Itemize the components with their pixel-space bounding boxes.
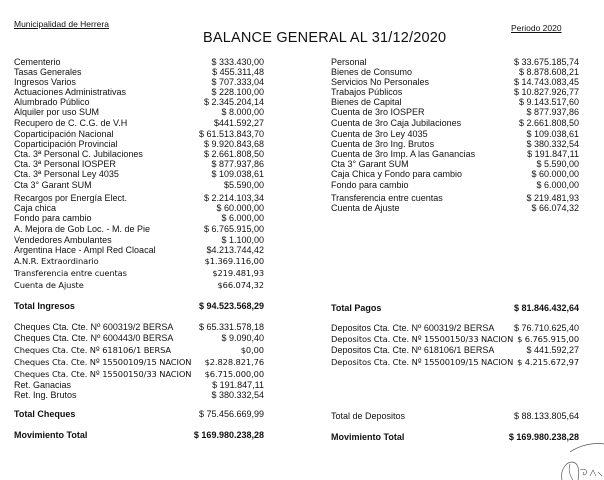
pago-label: Cta 3° Garant SUM xyxy=(331,159,409,169)
pago-value: $ 2.661.808,50 xyxy=(518,118,579,128)
ingreso-label: Cta. 3ª Personal Ley 4035 xyxy=(14,169,119,179)
ingreso-label: Cta. 3ª Personal IOSPER xyxy=(14,159,116,169)
cheque-value: $ 9.090,40 xyxy=(221,333,264,343)
ingreso-value: $ 707.333,04 xyxy=(211,77,264,87)
ingreso-value: $ 2.214.103,34 xyxy=(203,193,264,203)
deposito-label: Depositos Cta. Cte. Nº 618106/1 BERSA xyxy=(331,345,495,355)
pago-label: Transferencia entre cuentas xyxy=(331,193,443,203)
pago-label: Caja Chica y Fondo para cambio xyxy=(331,169,463,179)
ingreso-label: A. Mejora de Gob Loc. - M. de Pie xyxy=(14,224,151,234)
ingreso-value: $ 877.937,86 xyxy=(211,159,264,169)
pago-value: $ 9.143.517,60 xyxy=(518,97,579,107)
ingreso-label: Cementerio xyxy=(14,57,61,67)
ingreso-value: $219.481,93 xyxy=(212,268,264,278)
ingreso-label: Caja chica xyxy=(14,203,57,213)
pago-value: $ 877.937,86 xyxy=(526,107,579,117)
deposito-value: $ 76.710.625,40 xyxy=(513,323,579,333)
signature-scribble xyxy=(540,440,604,480)
ingreso-label: Cta. 3ª Personal C. Jubilaciones xyxy=(14,149,143,159)
pago-value: $ 60.000,00 xyxy=(531,169,579,179)
cheque-label: Cheques Cta. Cte. Nº 15500109/15 NACION xyxy=(14,357,192,367)
ingreso-label: Transferencia entre cuentas xyxy=(14,268,127,278)
ingreso-value: $5.590,00 xyxy=(223,180,264,190)
ingreso-label: Argentina Hace - Ampl Red Cloacal xyxy=(14,245,156,255)
movimiento-total-right-label: Movimiento Total xyxy=(331,432,405,442)
total-cheques-value: $ 75.456.669,99 xyxy=(198,409,264,419)
deposito-value: $ 441.592,27 xyxy=(526,345,579,355)
total-depositos-label: Total de Depositos xyxy=(331,411,406,421)
ingreso-label: Cuenta de Ajuste xyxy=(14,280,84,290)
pago-value: $ 6.000,00 xyxy=(536,180,579,190)
ingreso-label: Alumbrado Público xyxy=(14,97,90,107)
pago-value: $ 109.038,61 xyxy=(526,129,579,139)
deposito-value: $ 6.765.915,00 xyxy=(517,334,579,344)
pago-label: Fondo para cambio xyxy=(331,180,409,190)
ingreso-value: $ 109.038,61 xyxy=(211,169,264,179)
pago-label: Cuenta de 3ro Ing. Brutos xyxy=(331,139,435,149)
pago-value: $ 191.847,11 xyxy=(527,149,579,159)
total-depositos-value: $ 88.133.805,64 xyxy=(513,411,579,421)
pago-label: Personal xyxy=(331,57,367,67)
pago-value: $ 8.878.608,21 xyxy=(518,67,579,77)
pago-label: Servicios No Personales xyxy=(331,77,430,87)
cheque-value: $ 191.847,11 xyxy=(212,380,264,390)
pago-label: Cuenta de Ajuste xyxy=(331,203,400,213)
ingreso-value: $ 2.661.808,50 xyxy=(203,149,264,159)
total-ingresos-value: $ 94.523.568,29 xyxy=(198,301,264,311)
ingreso-value: $ 6.000,00 xyxy=(221,213,264,223)
page-title: BALANCE GENERAL AL 31/12/2020 xyxy=(203,30,447,46)
cheque-value: $2.828.821,76 xyxy=(204,357,264,367)
cheque-value: $ 65.331.578,18 xyxy=(198,322,264,332)
period-label: Periodo 2020 xyxy=(511,23,562,33)
ingreso-label: Tasas Generales xyxy=(14,67,82,77)
cheque-value: $0,00 xyxy=(240,345,264,355)
ingreso-label: Alquiler por uso SUM xyxy=(14,107,100,117)
ingreso-value: $66.074,32 xyxy=(217,280,264,290)
movimiento-total-right-value: $ 169.980.238,28 xyxy=(508,432,579,442)
pago-value: $ 66.074,32 xyxy=(531,203,579,213)
pago-label: Cuenta de 3ro Imp. A las Ganancias xyxy=(331,149,476,159)
ingreso-value: $ 333.430,00 xyxy=(211,57,264,67)
cheque-value: $ 380.332,54 xyxy=(211,390,264,400)
ingreso-value: $ 228.100,00 xyxy=(211,87,264,97)
pago-value: $ 5.590,00 xyxy=(536,159,579,169)
cheque-label: Cheques Cta. Cte. Nº 600319/2 BERSA xyxy=(14,322,174,332)
total-pagos-value: $ 81.846.432,64 xyxy=(513,303,579,313)
deposito-value: $ 4.215.672,97 xyxy=(517,357,579,367)
pago-label: Cuenta de 3ro Caja Jubilaciones xyxy=(331,118,462,128)
ingreso-value: $ 2.345.204,14 xyxy=(203,97,264,107)
pago-label: Trabajos Públicos xyxy=(331,87,403,97)
ingreso-value: $ 6.765.915,00 xyxy=(203,224,264,234)
ingreso-value: $ 61.513.843,70 xyxy=(198,129,264,139)
ingreso-value: $ 9.920.843,68 xyxy=(203,139,264,149)
ingreso-label: Fondo para cambio xyxy=(14,213,92,223)
ingreso-label: Recupero de C. C.G. de V.H xyxy=(14,118,128,128)
deposito-label: Depositos Cta. Cte. Nº 15500109/15 NACION xyxy=(331,357,514,367)
ingreso-value: $ 60.000,00 xyxy=(216,203,264,213)
pago-value: $ 14.743.083,45 xyxy=(513,77,579,87)
pago-value: $ 10.827.926,77 xyxy=(513,87,579,97)
ingreso-label: Coparticipación Provincial xyxy=(14,139,118,149)
ingreso-value: $441.592,27 xyxy=(213,118,264,128)
ingreso-label: Vendedores Ambulantes xyxy=(14,235,112,245)
ingreso-label: Recargos por Energía Elect. xyxy=(14,193,128,203)
cheque-label: Cheques Cta. Cte. Nº 600443/0 BERSA xyxy=(14,333,174,343)
cheque-value: $6.715.000,00 xyxy=(204,369,264,379)
cheque-label: Cheques Cta. Cte. Nº 15500150/33 NACION xyxy=(14,369,192,379)
deposito-label: Depositos Cta. Cte. Nº 600319/2 BERSA xyxy=(331,323,495,333)
cheque-label: Cheques Cta. Cte. Nº 618106/1 BERSA xyxy=(14,345,172,355)
ingreso-value: $ 455.311,48 xyxy=(212,67,264,77)
ingreso-value: $ 1.100,00 xyxy=(221,235,264,245)
ingreso-label: Actuaciones Administrativas xyxy=(14,87,127,97)
pago-label: Bienes de Consumo xyxy=(331,67,413,77)
ingreso-label: Coparticipación Nacional xyxy=(14,129,114,139)
ingreso-value: $1.369.116,00 xyxy=(204,256,264,266)
total-cheques-label: Total Cheques xyxy=(14,409,76,419)
ingreso-label: A.N.R. Extraordinario xyxy=(14,256,99,266)
cheque-label: Ret. Ing. Brutos xyxy=(14,390,77,400)
cheque-label: Ret. Ganacias xyxy=(14,380,72,390)
pago-value: $ 380.332,54 xyxy=(526,139,579,149)
pago-label: Cuenta de 3ro IOSPER xyxy=(331,107,425,117)
ingreso-value: $ 8.000,00 xyxy=(221,107,264,117)
total-pagos-label: Total Pagos xyxy=(331,303,382,313)
pago-label: Bienes de Capital xyxy=(331,97,402,107)
ingreso-value: $4.213.744,42 xyxy=(206,245,264,255)
ingreso-label: Cta 3° Garant SUM xyxy=(14,180,92,190)
pago-value: $ 33.675.185,74 xyxy=(513,57,579,67)
municipality-name: Municipalidad de Herrera xyxy=(14,19,109,29)
movimiento-total-left-label: Movimiento Total xyxy=(14,430,88,440)
movimiento-total-left-value: $ 169.980.238,28 xyxy=(193,430,264,440)
pago-label: Cuenta de 3ro Ley 4035 xyxy=(331,129,428,139)
ingreso-label: Ingresos Varios xyxy=(14,77,76,87)
deposito-label: Depositos Cta. Cte. Nº 15500150/33 NACION xyxy=(331,334,514,344)
pago-value: $ 219.481,93 xyxy=(526,193,579,203)
total-ingresos-label: Total Ingresos xyxy=(14,301,75,311)
